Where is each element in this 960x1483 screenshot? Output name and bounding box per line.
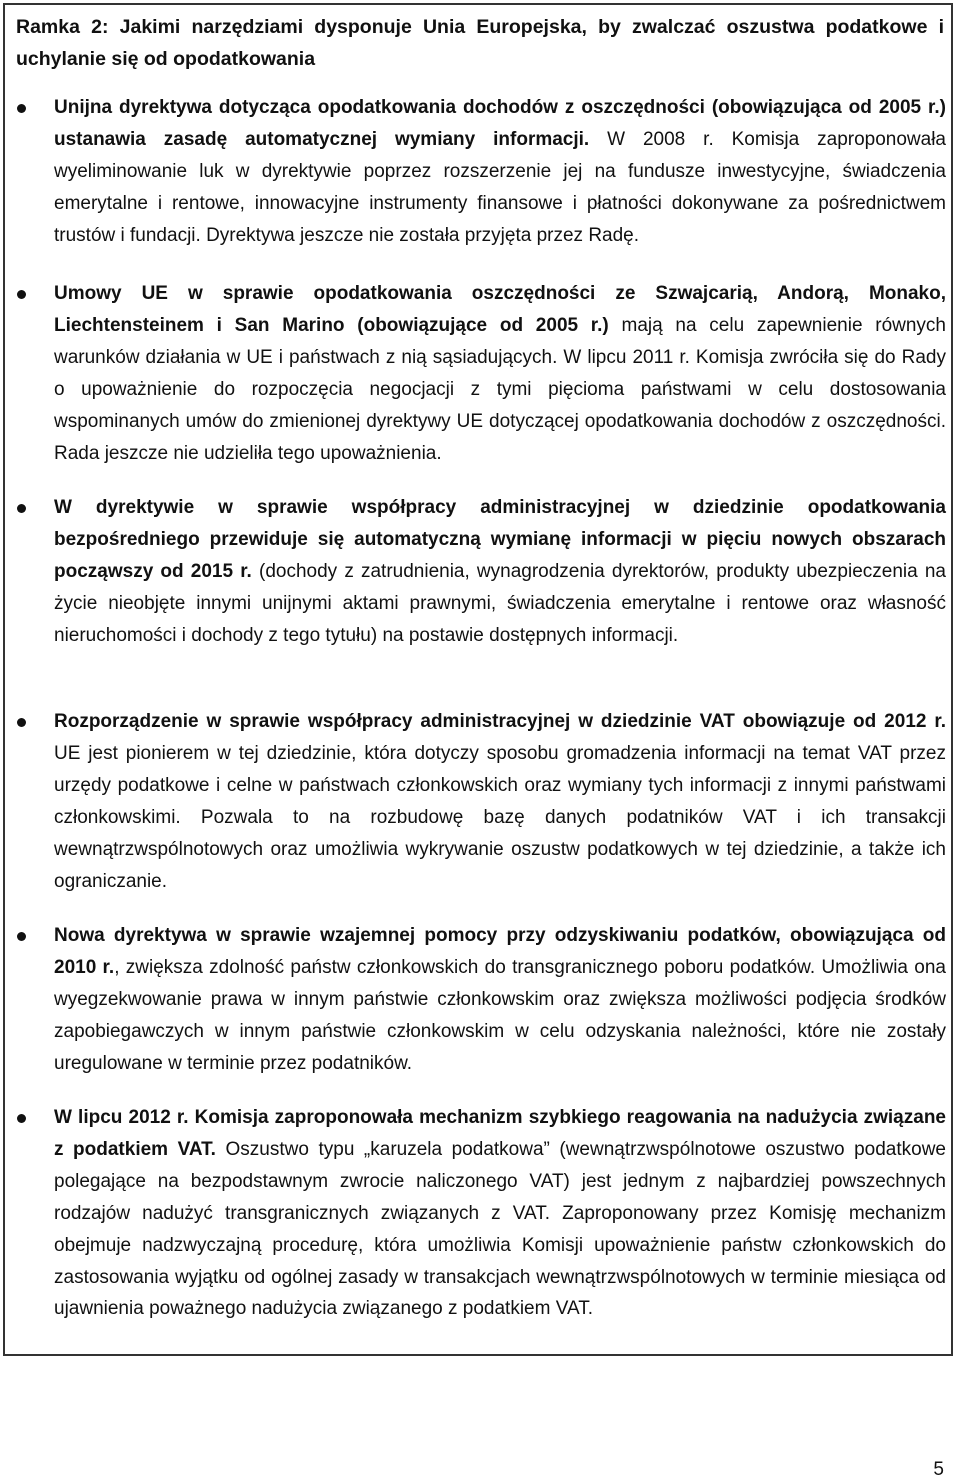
item-text: UE jest pionierem w tej dziedzinie, która dotyczy sposobu gromadzenia informacji na temat VAT przez urzędy podatkowe i celne w państwach członkowskich oraz wymiany tych informacji z innymi państwami członkowskimi. Pozwala to na rozbudowę bazę danych podatników VAT i ich transakcji wewnątrzwspólnotowych oraz umożliwia wykrywanie oszustw podatkowych w tej dziedzinie, a także ich ograniczanie. [54, 742, 946, 892]
page-number: 5 [933, 1459, 944, 1480]
box-title: Ramka 2: Jakimi narzędziami dysponuje Unia Europejska, by zwalczać oszustwa podatkowe i uchylanie się od opodatkowania [16, 16, 944, 70]
bullet-icon [17, 290, 26, 299]
bullet-icon [17, 104, 26, 113]
item-bold-text: Nowa dyrektywa w sprawie wzajemnej pomocy przy odzyskiwaniu podatków, obowiązująca od 2010 r. [54, 925, 946, 978]
item-text: W 2008 r. Komisja zaproponowała wyeliminowanie luk w dyrektywie poprzez rozszerzenie jej na fundusze inwestycyjne, świadczenia emerytalne i rentowe, innowacyjne instrumenty finansowe i płatności dokonywane za pośrednictwem trustów i fundacji. Dyrektywa jeszcze nie została przyjęta przez Radę. [54, 128, 946, 246]
item-text: Oszustwo typu „karuzela podatkowa” (wewnątrzwspólnotowe oszustwo podatkowe polegające na bezpodstawnym zwrocie naliczonego VAT) jest jednym z najbardziej powszechnych rodzajów nadużyć transgranicznych związanych z VAT. Zaproponowany przez Komisję mechanizm obejmuje nadzwyczajną procedurę, która umożliwia Komisji upoważnienie państw członkowskich do zastosowania wyjątku od ogólnej zasady w transakcjach wewnątrzwspólnotowych w terminie miesiąca od ujawnienia poważnego nadużycia związanego z podatkiem VAT. [54, 1138, 946, 1320]
text-box-frame [3, 3, 953, 1356]
bullet-icon [17, 504, 26, 513]
item-text: (dochody z zatrudnienia, wynagrodzenia dyrektorów, produkty ubezpieczenia na życie nieobjęte innymi unijnymi aktami prawnymi, świadczenia emerytalne i rentowe oraz własność nieruchomości i dochody z tego tytułu) na postawie dostępnych informacji. [54, 560, 946, 646]
list-item [54, 1102, 946, 1325]
bullet-icon [17, 932, 26, 941]
list-item [54, 278, 946, 469]
item-bold-text: W dyrektywie w sprawie współpracy administracyjnej w dziedzinie opodatkowania bezpośredniego przewiduje się automatyczną wymianę informacji w pięciu nowych obszarach począwszy od 2015 r. [54, 497, 946, 582]
bullet-icon [17, 718, 26, 727]
list-item [54, 92, 946, 252]
item-bold-text: Unijna dyrektywa dotycząca opodatkowania dochodów z oszczędności (obowiązująca od 2005 r.) ustanawia zasadę automatycznej wymiany informacji. [54, 97, 946, 150]
item-bold-text: Rozporządzenie w sprawie współpracy administracyjnej w dziedzinie VAT obowiązuje od 2012 r. [54, 711, 946, 732]
list-item [54, 492, 946, 652]
item-bold-text: Umowy UE w sprawie opodatkowania oszczędności ze Szwajcarią, Andorą, Monako, Liechtensteinem i San Marino (obowiązujące od 2005 r.) [54, 283, 946, 336]
list-item [54, 706, 946, 897]
item-text: , zwiększa zdolność państw członkowskich do transgranicznego poboru podatków. Umożliwia ona wyegzekwowanie prawa w innym państwie członkowskim oraz zwiększa możliwości podjęcia środków zapobiegawczych w innym państwie członkowskim w celu odzyskania należności, które nie zostały uregulowane w terminie przez podatników. [54, 956, 946, 1074]
list-item [54, 920, 946, 1080]
bullet-icon [17, 1114, 26, 1123]
item-bold-text: W lipcu 2012 r. Komisja zaproponowała mechanizm szybkiego reagowania na nadużycia związane z podatkiem VAT. [54, 1107, 946, 1160]
item-text: mają na celu zapewnienie równych warunków działania w UE i państwach z nią sąsiadujących. W lipcu 2011 r. Komisja zwróciła się do Rady o upoważnienie do rozpoczęcia negocjacji z tymi pięcioma państwami w celu dostosowania wspominanych umów do zmienionej dyrektywy UE dotyczącej opodatkowania dochodów z oszczędności. Rada jeszcze nie udzieliła tego upoważnienia. [54, 314, 946, 464]
